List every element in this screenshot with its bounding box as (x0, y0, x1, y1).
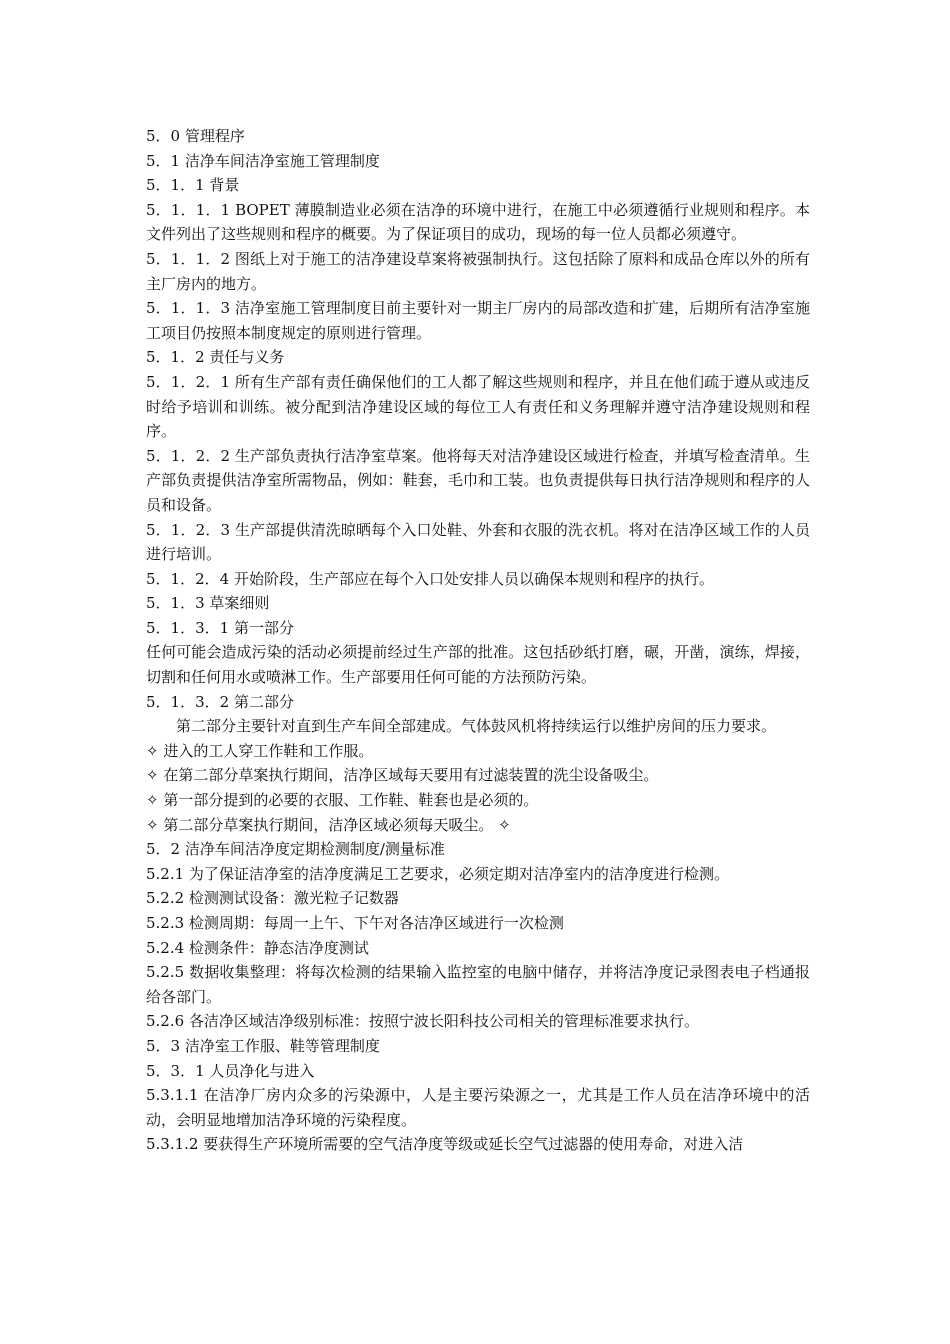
heading-5-1: 5．1 洁净车间洁净室施工管理制度 (146, 151, 380, 170)
paragraph-5-1-2-2: 5．1．2．2 生产部负责执行洁净室草案。他将每天对洁净建设区域进行检查，并填写检查清单。生产部负责提供洁净室所需物品，例如：鞋套，毛巾和工装。也负责提供每日执行洁净规则和程序的人员和设备。 (146, 446, 810, 514)
bullet-item: ✧ 第一部分提到的必要的衣服、工作鞋、鞋套也是必须的。 (146, 791, 539, 810)
heading-5-1-3: 5．1．3 草案细则 (146, 594, 270, 613)
paragraph-5-1-1-2: 5．1．1．2 图纸上对于施工的洁净建设草案将被强制执行。这包括除了原料和成品仓库以外的所有主厂房内的地方。 (146, 249, 810, 293)
bullet-item: ✧ 进入的工人穿工作鞋和工作服。 (146, 741, 374, 760)
paragraph-5-1-2-1: 5．1．2．1 所有生产部有责任确保他们的工人都了解这些规则和程序，并且在他们疏于遵从或违反时给予培训和训练。被分配到洁净建设区域的每位工人有责任和义务理解并遵守洁净建设规则和程序。 (146, 372, 810, 441)
paragraph-part-one: 任何可能会造成污染的活动必须提前经过生产部的批准。这包括砂纸打磨，碾，开凿，演练，焊接，切割和任何用水或喷淋工作。生产部要用任何可能的方法预防污染。 (146, 643, 810, 687)
paragraph-5-1-1-3: 5．1．1．3 洁净室施工管理制度目前主要针对一期主厂房内的局部改造和扩建，后期所有洁净室施工项目仍按照本制度规定的原则进行管理。 (146, 299, 810, 342)
paragraph-5-2-2: 5.2.2 检测测试设备：激光粒子记数器 (146, 889, 399, 908)
heading-5-1-2: 5．1．2 责任与义务 (146, 348, 285, 367)
paragraph-5-2-3: 5.2.3 检测周期：每周一上午、下午对各洁净区域进行一次检测 (146, 914, 564, 932)
paragraph-part-two: 第二部分主要针对直到生产车间全部建成。气体鼓风机将持续运行以维护房间的压力要求。 (176, 717, 777, 736)
heading-5-0: 5．0 管理程序 (146, 127, 245, 145)
heading-5-3: 5．3 洁净室工作服、鞋等管理制度 (146, 1036, 380, 1055)
paragraph-5-2-6: 5.2.6 各洁净区域洁净级别标准：按照宁波长阳科技公司相关的管理标准要求执行。 (146, 1012, 699, 1031)
heading-5-1-1: 5．1．1 背景 (146, 176, 240, 195)
document-body (146, 124, 810, 1157)
paragraph-5-3-1-2: 5.3.1.2 要获得生产环境所需要的空气洁净度等级或延长空气过滤器的使用寿命，对进入洁 (146, 1135, 744, 1154)
bullet-item: ✧ 第二部分草案执行期间，洁净区域必须每天吸尘。 ✧ (146, 815, 511, 834)
heading-5-1-3-2: 5．1．3．2 第二部分 (146, 692, 294, 711)
paragraph-5-1-2-4: 5．1．2．4 开始阶段，生产部应在每个入口处安排人员以确保本规则和程序的执行。 (146, 569, 714, 588)
paragraph-5-1-1-1: 5．1．1．1 BOPET 薄膜制造业必须在洁净的环境中进行，在施工中必须遵循行业规则和程序。本文件列出了这些规则和程序的概要。为了保证项目的成功，现场的每一位人员都必须遵守。 (146, 200, 810, 244)
paragraph-5-3-1-1: 5.3.1.1 在洁净厂房内众多的污染源中，人是主要污染源之一，尤其是工作人员在洁净环境中的活动，会明显地增加洁净环境的污染程度。 (146, 1086, 810, 1129)
paragraph-5-1-2-3: 5．1．2．3 生产部提供清洗晾晒每个入口处鞋、外套和衣服的洗衣机。将对在洁净区域工作的人员进行培训。 (146, 520, 810, 564)
heading-5-2: 5．2 洁净车间洁净度定期检测制度/测量标准 (146, 840, 445, 859)
paragraph-5-2-4: 5.2.4 检测条件：静态洁净度测试 (146, 938, 369, 957)
heading-5-1-3-1: 5．1．3．1 第一部分 (146, 618, 294, 637)
bullet-item: ✧ 在第二部分草案执行期间，洁净区域每天要用有过滤装置的洗尘设备吸尘。 (146, 766, 659, 785)
paragraph-5-2-5: 5.2.5 数据收集整理：将每次检测的结果输入监控室的电脑中储存，并将洁净度记录图表电子档通报给各部门。 (146, 963, 810, 1006)
paragraph-5-2-1: 5.2.1 为了保证洁净室的洁净度满足工艺要求，必须定期对洁净室内的洁净度进行检测。 (146, 864, 729, 883)
heading-5-3-1: 5．3．1 人员净化与进入 (146, 1061, 315, 1080)
